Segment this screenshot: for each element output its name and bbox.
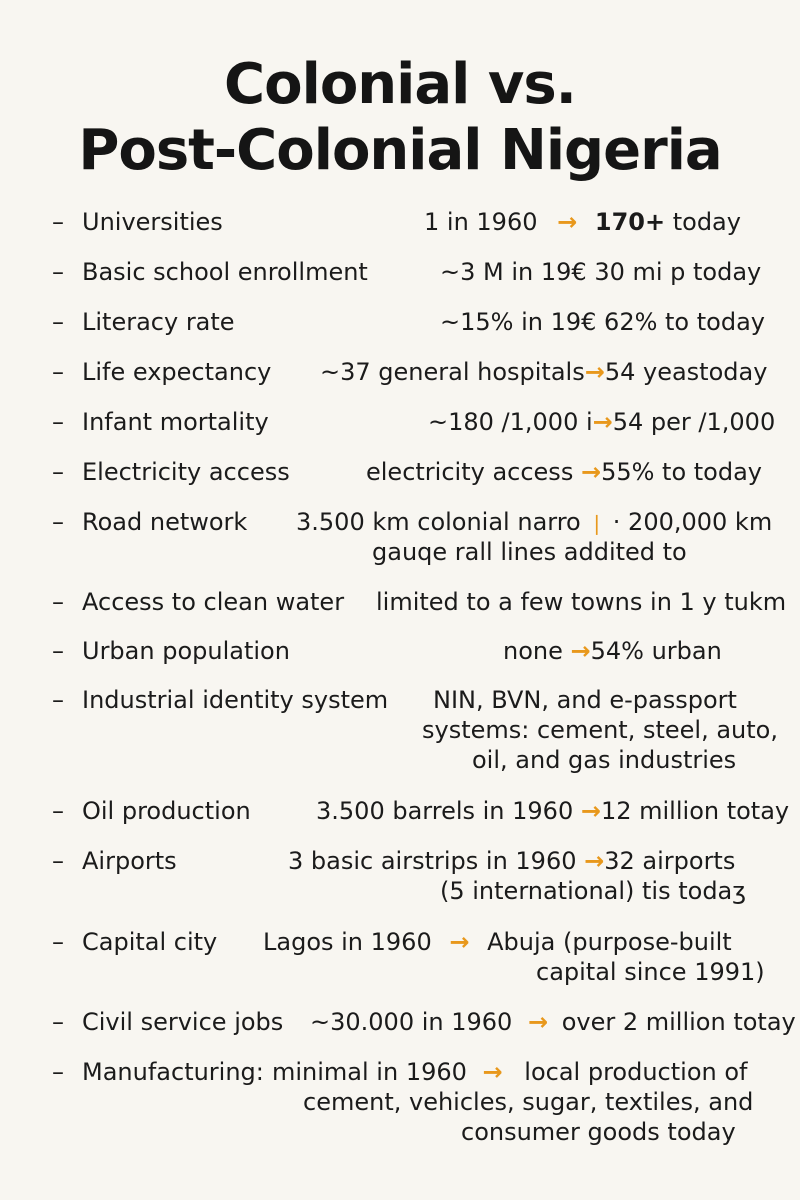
after-value: 62% to today: [604, 308, 765, 336]
before-value: electricity access: [366, 458, 574, 486]
dash-bullet: –: [52, 208, 64, 236]
before-value: 3.500 barrels in 1960: [316, 797, 574, 825]
after-value: 55% to today: [601, 458, 763, 486]
dash-bullet: –: [52, 797, 64, 825]
row-label: Electricity access: [82, 458, 290, 486]
before-value: 3 basic airstrips in 1960: [288, 847, 577, 875]
row-label: Universities: [82, 208, 223, 236]
after-value: local production of: [524, 1058, 748, 1086]
row-value-continued: capital since 1991): [536, 958, 765, 986]
row-value: [288, 846, 735, 876]
row-value-continued: systems: cement, steel, auto,: [422, 716, 778, 744]
pin-icon: ❘: [588, 511, 606, 535]
title-line-2: Post-Colonial Nigeria: [78, 118, 722, 183]
row-value: [310, 1007, 796, 1037]
row-value: [440, 307, 765, 337]
before-value: Lagos in 1960: [263, 928, 432, 956]
row-label: Industrial identity system: [82, 686, 389, 714]
row-label: Infant mortality: [82, 408, 269, 436]
row-value: [296, 507, 772, 538]
dash-bullet: –: [52, 1058, 64, 1086]
dash-bullet: –: [52, 847, 64, 875]
row-value: [503, 636, 722, 666]
dash-bullet: –: [52, 408, 64, 436]
row-value: [428, 407, 775, 437]
row-value: limited to a few towns in 1 y tukm: [376, 588, 787, 616]
dash-bullet: –: [52, 458, 64, 486]
row-value: [366, 457, 762, 487]
row-value: [263, 927, 732, 957]
after-value: over 2 million totay: [561, 1008, 796, 1036]
row-label: Literacy rate: [82, 308, 235, 336]
row-label: Capital city: [82, 928, 218, 956]
after-value: Abuja (purpose-built: [487, 928, 732, 956]
dash-bullet: –: [52, 358, 64, 386]
page-title: [0, 52, 800, 184]
row-label: Airports: [82, 847, 177, 875]
row-value: [272, 1057, 747, 1087]
row-value: NIN, BVN, and e-passport: [433, 686, 737, 714]
after-value: 32 airports: [604, 847, 736, 875]
row-value: [440, 257, 761, 287]
row-label: Access to clean water: [82, 588, 345, 616]
dash-bullet: –: [52, 686, 64, 714]
after-value: today: [665, 208, 741, 236]
after-value: 54 yeastoday: [604, 358, 768, 386]
arrow-icon: →: [584, 847, 605, 875]
after-value: 12 million totay: [600, 797, 790, 825]
dash-bullet: –: [52, 1008, 64, 1036]
row-label: Urban population: [82, 637, 290, 665]
arrow-icon: →: [592, 408, 613, 436]
dash-bullet: –: [52, 637, 64, 665]
before-value: ~37 general hospitals: [320, 358, 585, 386]
arrow-icon: →: [482, 1058, 503, 1086]
row-value: [316, 796, 789, 826]
row-value-continued: oil, and gas industries: [472, 746, 737, 774]
dash-bullet: –: [52, 588, 64, 616]
before-value: ~30.000 in 1960: [310, 1008, 513, 1036]
before-value: minimal in 1960: [272, 1058, 467, 1086]
row-value: [424, 207, 741, 237]
row-label: Manufacturing:: [82, 1058, 264, 1086]
dash-bullet: –: [52, 928, 64, 956]
row-value-continued: (5 international) tis todaʒ: [440, 877, 747, 905]
row-label: Oil production: [82, 797, 251, 825]
after-value-bold: 170+: [594, 208, 666, 236]
arrow-icon: →: [580, 797, 601, 825]
after-value: · 200,000 km: [612, 508, 773, 536]
after-value: 54 per /1,000: [612, 408, 776, 436]
before-value: 3.500 km colonial narro: [296, 508, 581, 536]
row-value-continued: cement, vehicles, sugar, textiles, and: [303, 1088, 754, 1116]
arrow-icon: →: [527, 1008, 549, 1036]
dash-bullet: –: [52, 508, 64, 536]
dash-bullet: –: [52, 308, 64, 336]
after-value: 30 mi p today: [594, 258, 762, 286]
title-line-1: Colonial vs.: [224, 52, 576, 117]
arrow-icon: →: [557, 208, 578, 236]
arrow-icon: →: [580, 458, 602, 486]
before-value: none: [503, 637, 563, 665]
row-value: [320, 357, 767, 387]
arrow-icon: →: [584, 358, 605, 386]
row-value-continued: consumer goods today: [461, 1118, 736, 1146]
row-label: Basic school enrollment: [82, 258, 368, 286]
after-value: 54% urban: [590, 637, 722, 665]
row-label: Road network: [82, 508, 248, 536]
arrow-icon: →: [449, 928, 470, 956]
before-value: ~3 M in 19€: [440, 258, 587, 286]
row-value-continued: gauqe rall lines addited to: [372, 538, 687, 566]
before-value: ~180 /1,000 i: [428, 408, 593, 436]
row-label: Civil service jobs: [82, 1008, 284, 1036]
before-value: 1 in 1960: [424, 208, 538, 236]
arrow-icon: →: [570, 637, 591, 665]
row-label: Life expectancy: [82, 358, 272, 386]
before-value: ~15% in 19€: [440, 308, 597, 336]
dash-bullet: –: [52, 258, 64, 286]
